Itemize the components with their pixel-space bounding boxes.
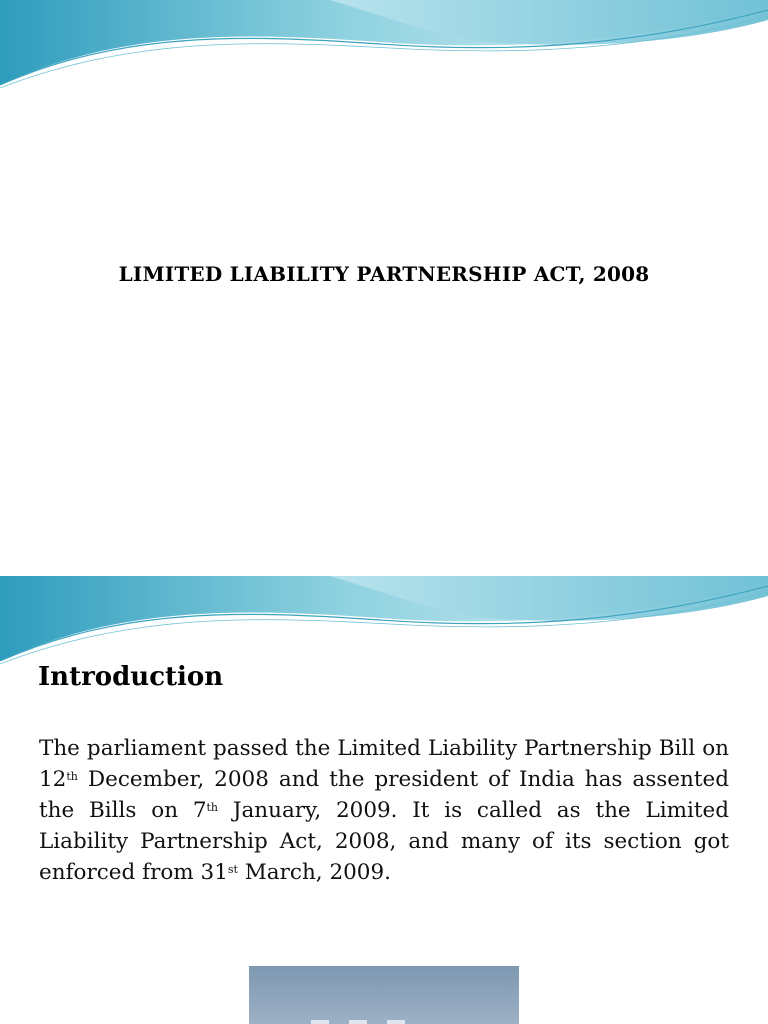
ordinal-suffix: th [66,770,78,783]
introduction-slide [0,576,768,1024]
section-heading: Introduction [38,662,224,692]
ordinal-suffix: st [227,863,238,876]
paragraph-text: January, 2009. It is called as the Limited Liability Partnership Act, 2008, and many of its section got enforced from 31 [39,798,729,885]
paragraph-text: March, 2009. [237,860,392,885]
building-photo [249,966,519,1024]
intro-paragraph [39,733,729,888]
ordinal-suffix: th [206,801,219,814]
paragraph-text: December, 2008 and the president of India has assented the Bills on 7 [39,767,729,823]
paragraph-text: The parliament passed the Limited Liability Partnership Bill on 12 [39,736,729,792]
window-pane [311,1020,329,1024]
header-wave-decoration [0,0,768,95]
slide-title: LIMITED LIABILITY PARTNERSHIP ACT, 2008 [118,262,650,286]
window-pane [349,1020,367,1024]
header-wave-decoration [0,576,768,671]
window-pane [387,1020,405,1024]
